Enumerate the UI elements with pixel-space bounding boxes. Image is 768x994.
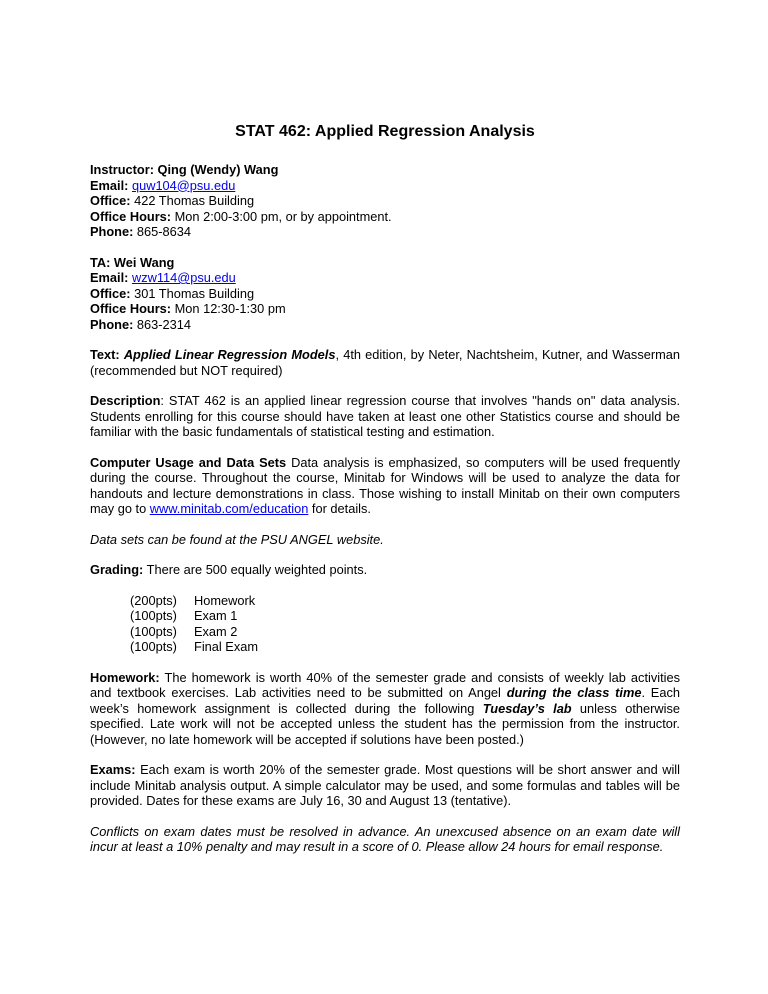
ta-block [90,255,680,333]
grade-row [130,639,680,655]
ta-hours-value: Mon 12:30-1:30 pm [174,301,286,316]
page-title: STAT 462: Applied Regression Analysis [235,123,535,140]
grade-row [130,624,680,640]
exam-conflicts-note: Conflicts on exam dates must be resolved in advance. An unexcused absence on an exam date will incur at least a 10% penalty and may result in a score of 0. Please allow 24 hours for email response. [90,823,680,854]
description-body: : STAT 462 is an applied linear regression course that involves "hands on" data analysis. Students enrolling for this course should have taken at least one other Statistics course and should be familiar with the basic fundamentals of statistical testing and estimation. [90,393,680,439]
computer-usage-paragraph [90,455,680,517]
grading-list [90,593,680,655]
textbook-paragraph [90,347,680,378]
computer-usage-label: Computer Usage and Data Sets [90,454,287,470]
grade-points: (200pts) [130,592,177,608]
homework-paragraph [90,670,680,748]
instructor-email-link[interactable]: quw104@psu.edu [131,177,236,193]
computer-usage-body-before: Data analysis is emphasized, so computers will be used frequently during the course. Throughout the course, Minitab for Windows will be used to analyze the data for handouts and lecture demonstrations in class. Those wishing to install Minitab on their own computers may go to [90,454,680,516]
instructor-phone-value: 865-8634 [136,224,192,239]
exams-paragraph [90,762,680,809]
datasets-note: Data sets can be found at the PSU ANGEL website. [90,531,384,547]
ta-hours-label: Office Hours: [90,301,175,316]
homework-seg3: unless otherwise specified. Late work will not be accepted unless the student has the permission from the instructor. (However, no late homework will be accepted if solutions have been posted.) [90,700,680,747]
ta-office-label: Office: [90,285,135,301]
homework-label: Homework: [90,669,160,685]
ta-office-value: 301 Thomas Building [134,285,255,301]
instructor-name-line: Instructor: Qing (Wendy) Wang [90,162,279,177]
grading-label: Grading: [90,562,144,577]
description-label: Description [90,393,161,408]
textbook-label: Text: [90,347,124,362]
homework-seg1: The homework is worth 40% of the semester grade and consists of weekly lab activities and textbook exercises. Lab activities need to be submitted on Angel [90,669,680,700]
grade-name: Homework [194,592,256,608]
description-paragraph [90,393,680,440]
homework-seg2: . Each week’s homework assignment is collected during the following [90,685,680,716]
grading-paragraph [90,562,680,578]
instructor-block [90,162,680,240]
grade-points: (100pts) [130,639,177,654]
homework-emphasis-class-time: during the class time [506,685,642,700]
grading-intro: There are 500 equally weighted points. [143,562,368,577]
grade-name: Exam 2 [194,623,238,639]
textbook-rest: , 4th edition, by Neter, Nachtsheim, Kutner, and Wasserman (recommended but NOT required) [90,347,680,378]
instructor-email-label: Email: [90,177,132,193]
instructor-phone-label: Phone: [90,224,137,239]
ta-phone-label: Phone: [90,316,137,332]
computer-usage-body-after: for details. [308,501,371,516]
instructor-hours-label: Office Hours: [90,208,175,224]
ta-phone-value: 863-2314 [136,316,192,332]
grade-name: Exam 1 [194,608,238,623]
homework-emphasis-tuesday-lab: Tuesday’s lab [482,700,572,716]
grade-points: (100pts) [130,623,177,639]
grade-row [130,608,680,624]
ta-email-link[interactable]: wzw114@psu.edu [131,270,236,285]
textbook-title: Applied Linear Regression Models [123,347,336,362]
instructor-office-value: 422 Thomas Building [134,193,255,208]
ta-name-line: TA: Wei Wang [90,254,175,270]
ta-email-label: Email: [90,270,132,285]
instructor-hours-value: Mon 2:00-3:00 pm, or by appointment. [174,208,392,224]
minitab-education-link[interactable]: www.minitab.com/education [149,501,309,516]
grade-points: (100pts) [130,608,177,623]
instructor-office-label: Office: [90,193,135,208]
grade-name: Final Exam [194,639,259,654]
exams-body: Each exam is worth 20% of the semester grade. Most questions will be short answer and will include Minitab analysis output. A simple calculator may be used, and some formulas and tables will be provided. Dates for these exams are July 16, 30 and August 13 (tentative). [90,762,680,808]
grade-row [130,593,680,609]
exams-label: Exams: [90,762,136,777]
